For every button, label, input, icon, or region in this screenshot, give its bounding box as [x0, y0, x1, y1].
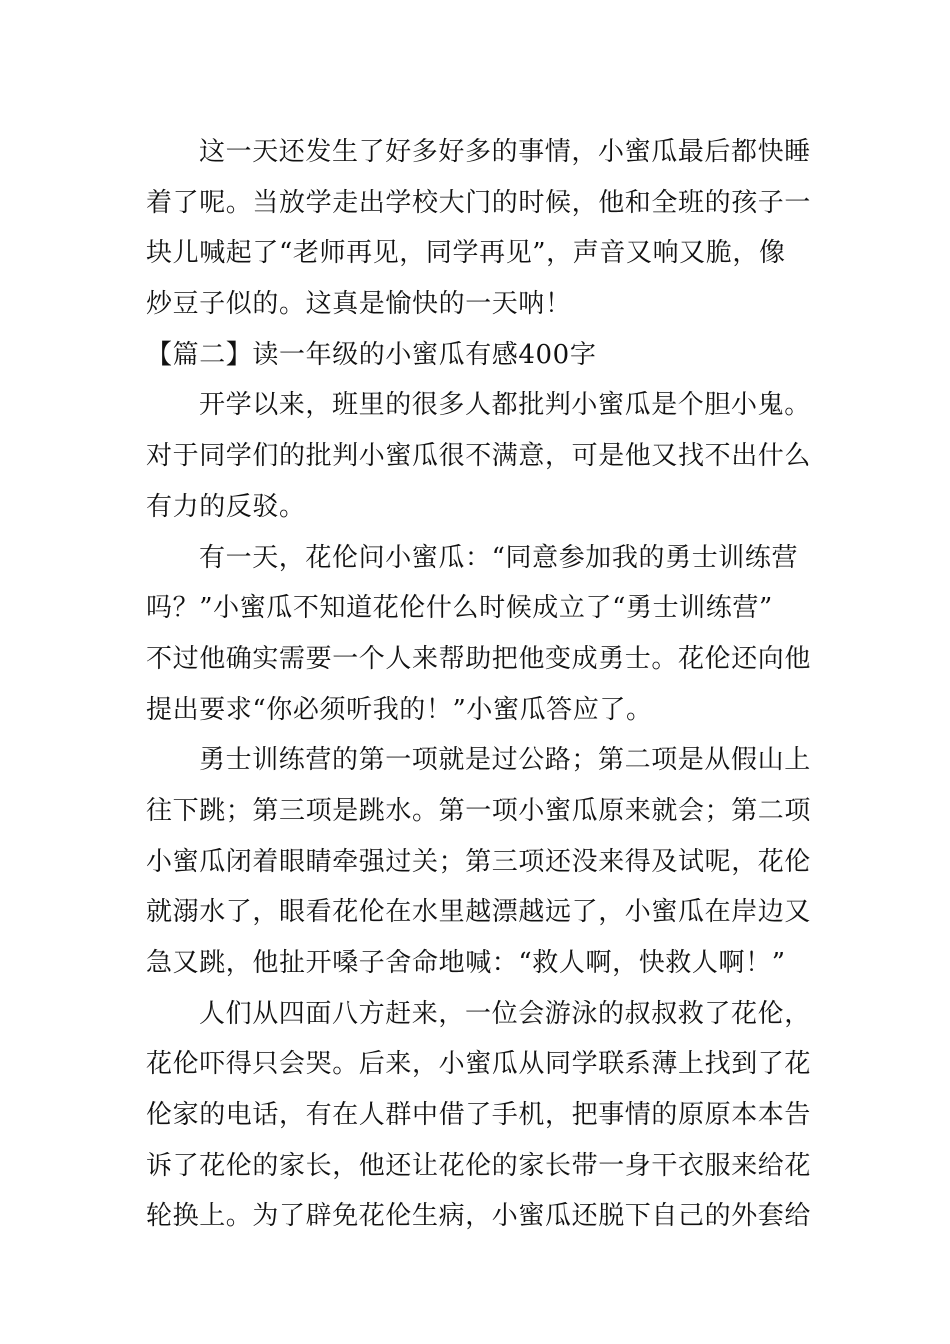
text-line: 花伦吓得只会哭。后来，小蜜瓜从同学联系薄上找到了花 [146, 1049, 812, 1080]
text-line: 急又跳，他扯开嗓子舍命地喊：“救人啊，快救人啊！” [146, 948, 786, 978]
text-line: 轮换上。为了辟免花伦生病，小蜜瓜还脱下自己的外套给 [146, 1201, 812, 1232]
text-line: 不过他确实需要一个人来帮助把他变成勇士。花伦还向他 [146, 643, 812, 674]
paragraph-1 [146, 127, 812, 330]
document-body [146, 127, 812, 1242]
text-line: 伦家的电话，有在人群中借了手机，把事情的原原本本告 [146, 1100, 812, 1131]
text-line: 对于同学们的批判小蜜瓜很不满意，可是他又找不出什么 [146, 441, 812, 472]
text-line: 着了呢。当放学走出学校大门的时候，他和全班的孩子一 [146, 187, 812, 218]
paragraph-4 [146, 735, 812, 988]
text-line: 勇士训练营的第一项就是过公路；第二项是从假山上 [199, 745, 811, 776]
text-line: 块儿喊起了“老师再见，同学再见”，声音又响又脆，像 [146, 238, 786, 269]
text-line: 炒豆子似的。这真是愉快的一天呐！ [146, 289, 572, 320]
text-line: 吗？”小蜜瓜不知道花伦什么时候成立了“勇士训练营” [146, 593, 773, 624]
text-line: 有一天，花伦问小蜜瓜：“同意参加我的勇士训练营 [199, 542, 799, 573]
section-heading: 【篇二】读一年级的小蜜瓜有感400字 [146, 339, 597, 370]
paragraph-3 [146, 533, 812, 736]
text-line: 诉了花伦的家长，他还让花伦的家长带一身干衣服来给花 [146, 1150, 812, 1181]
paragraph-5 [146, 989, 812, 1242]
text-line: 有力的反驳。 [146, 491, 306, 522]
text-line: 往下跳；第三项是跳水。第一项小蜜瓜原来就会；第二项 [146, 795, 812, 826]
text-line: 这一天还发生了好多好多的事情，小蜜瓜最后都快睡 [199, 137, 811, 167]
paragraph-2 [146, 380, 812, 532]
text-line: 就溺水了，眼看花伦在水里越漂越远了，小蜜瓜在岸边又 [146, 897, 812, 928]
text-line: 开学以来，班里的很多人都批判小蜜瓜是个胆小鬼。 [199, 390, 811, 421]
text-line: 小蜜瓜闭着眼睛牵强过关；第三项还没来得及试呢，花伦 [146, 846, 812, 877]
text-line: 提出要求“你必须听我的！”小蜜瓜答应了。 [146, 694, 653, 725]
text-line: 人们从四面八方赶来，一位会游泳的叔叔救了花伦， [199, 998, 811, 1029]
